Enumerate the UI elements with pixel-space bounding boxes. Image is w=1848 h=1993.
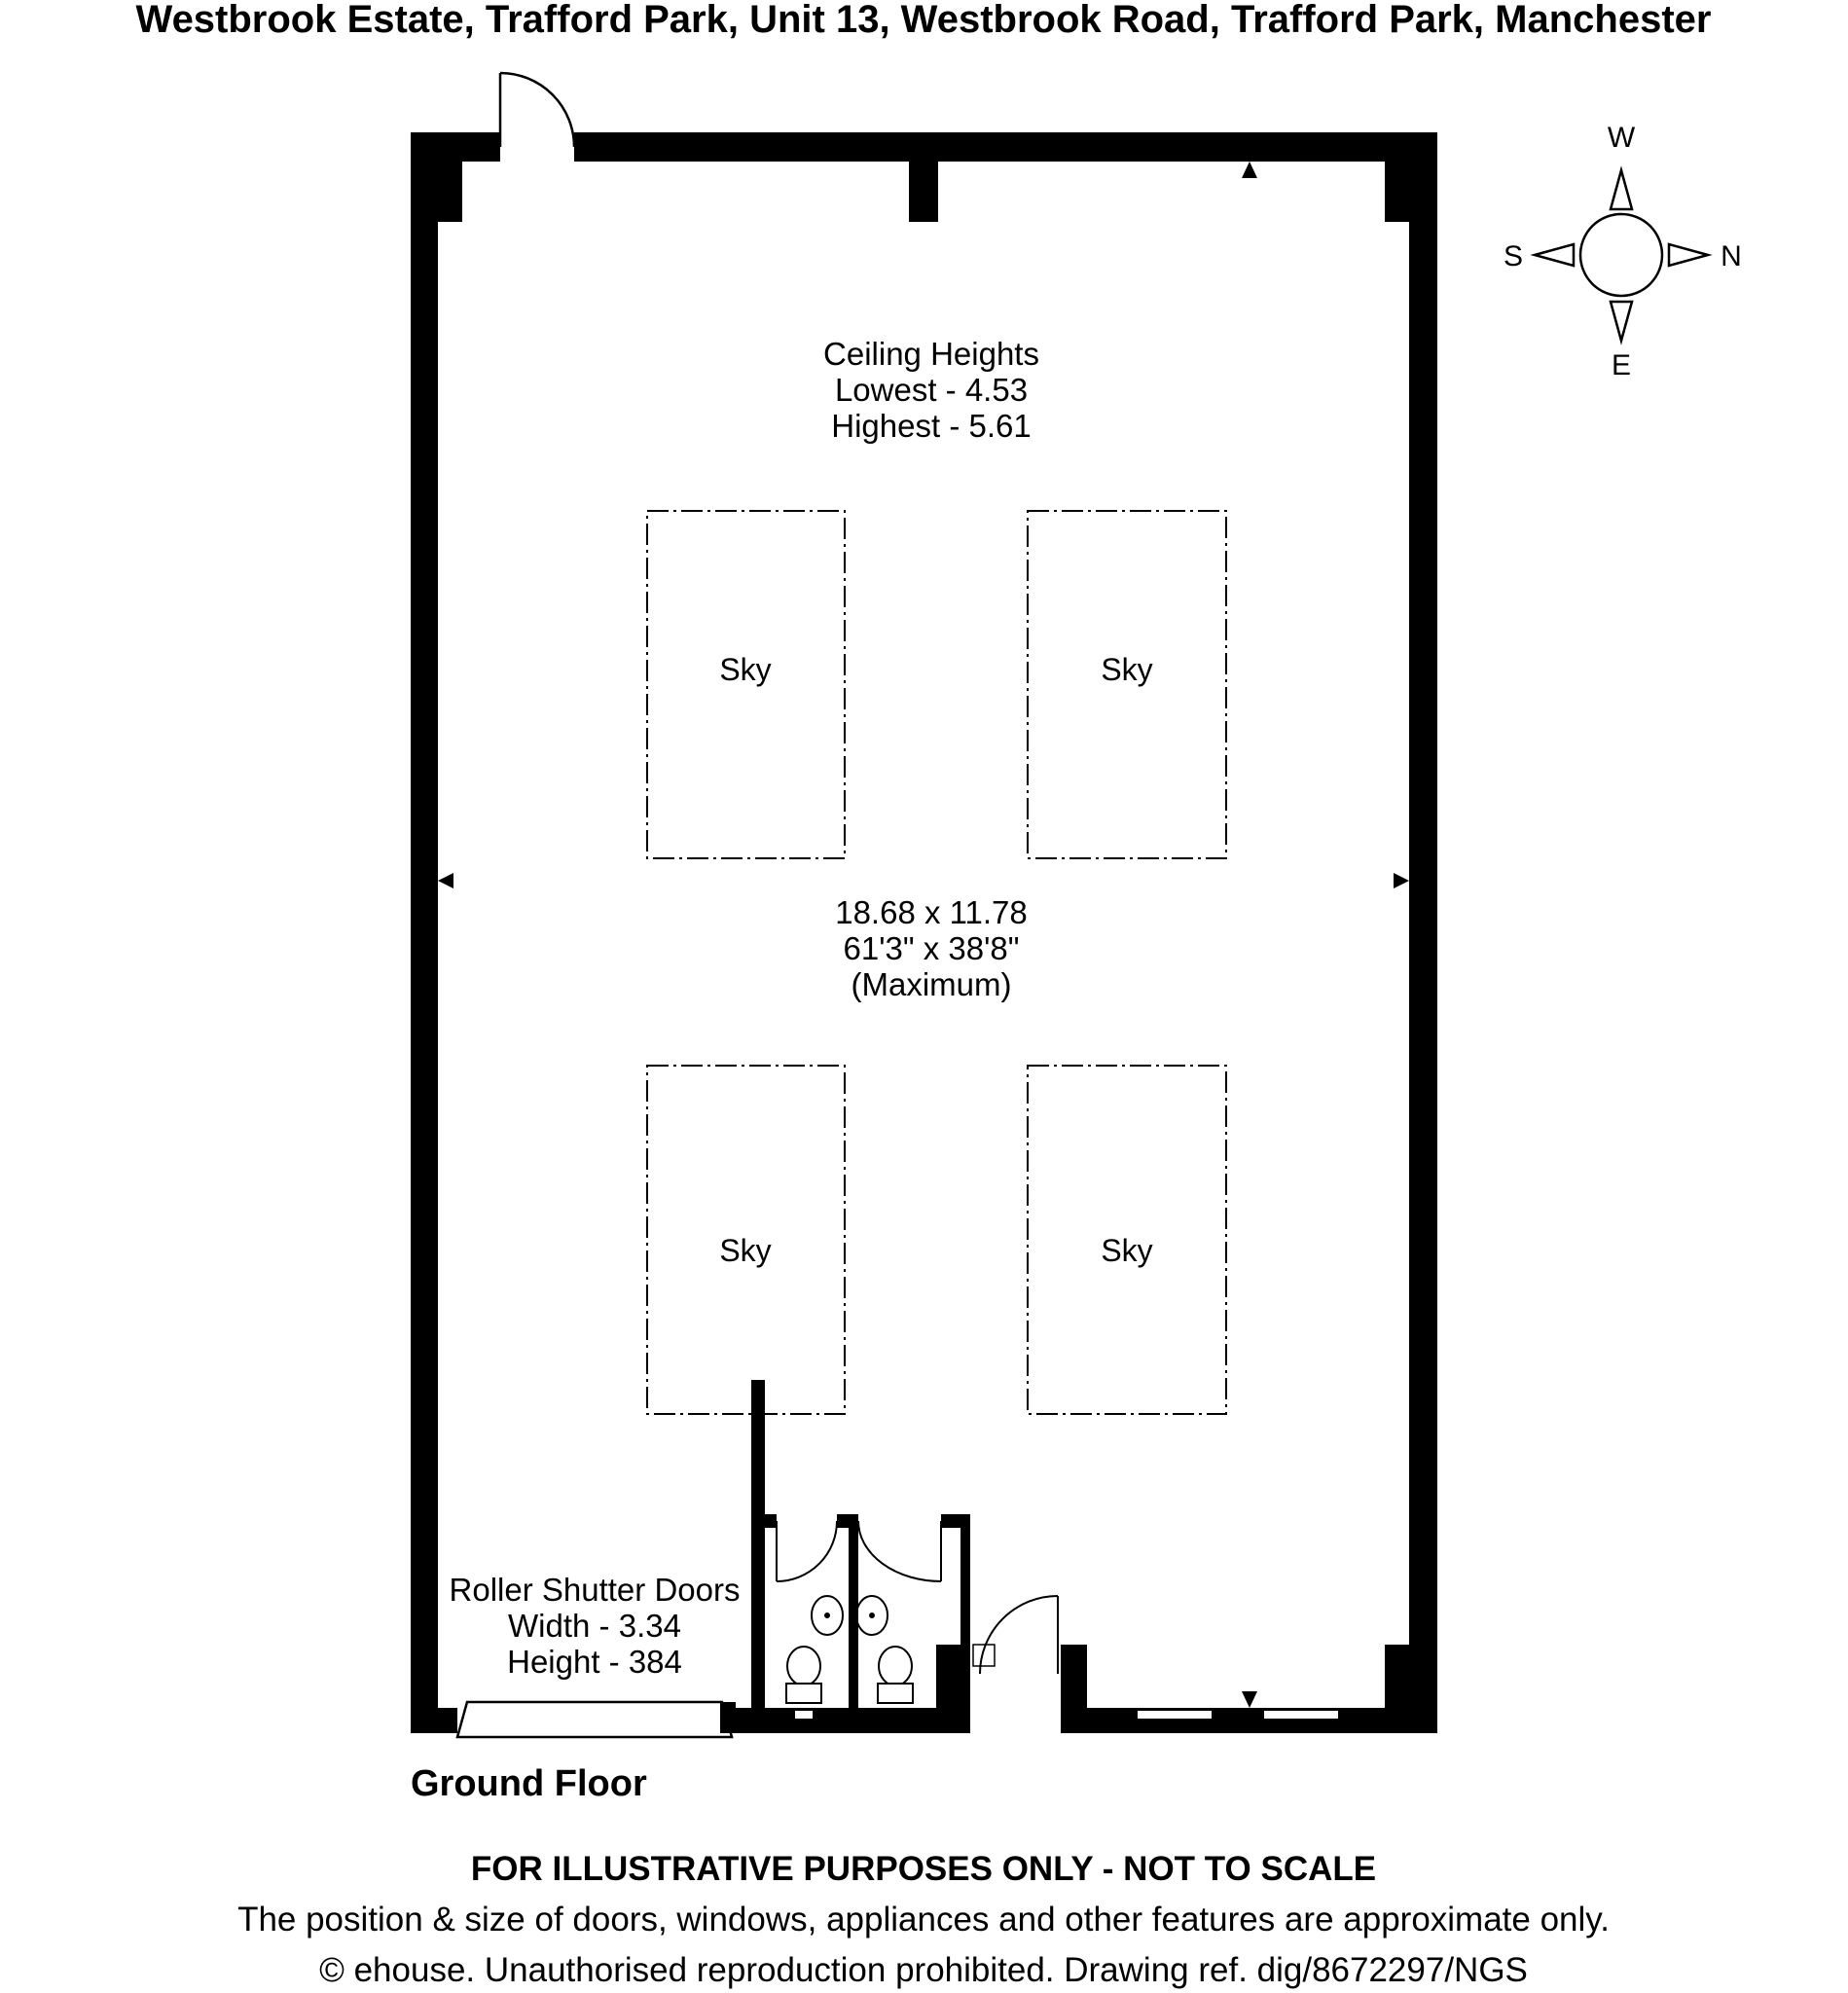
side-door [973,1596,1058,1674]
skylight-label: Sky [1101,652,1153,687]
compass-west: W [1607,122,1636,154]
skylight-label: Sky [719,1233,772,1268]
compass-icon [1535,170,1708,341]
room-dimensions-imperial: 61'3" x 38'8" [843,930,1020,966]
copyright-notice: © ehouse. Unauthorised reproduction prohibited. Drawing ref. dig/8672297/NGS [319,1951,1528,1989]
compass-south: S [1503,240,1524,272]
ceiling-highest: Highest - 5.61 [831,408,1032,444]
page-title: Westbrook Estate, Trafford Park, Unit 13, Westbrook Road, Trafford Park, Manchester [135,0,1712,41]
disclaimer-body: The position & size of doors, windows, appliances and other features are approximate only. [237,1901,1610,1939]
roller-doors-width: Width - 3.34 [508,1608,681,1644]
roller-shutter-door [457,1702,736,1737]
roller-doors-title: Roller Shutter Doors [449,1572,741,1608]
entrance-door [500,73,574,147]
disclaimer-heading: FOR ILLUSTRATIVE PURPOSES ONLY - NOT TO SCALE [470,1850,1377,1888]
skylight-label: Sky [1101,1233,1153,1268]
floor-label: Ground Floor [411,1763,647,1804]
roller-doors-height: Height - 384 [507,1644,682,1680]
room-dimensions-metric: 18.68 x 11.78 [835,894,1028,930]
skylight-label: Sky [719,652,772,687]
ceiling-lowest: Lowest - 4.53 [834,372,1029,408]
wc-doors [777,1521,941,1581]
wc-walls [751,1380,970,1708]
room-dimensions-note: (Maximum) [851,966,1012,1002]
ceiling-heights-title: Ceiling Heights [823,336,1039,372]
compass-north: N [1721,240,1742,272]
compass-east: E [1611,349,1632,381]
